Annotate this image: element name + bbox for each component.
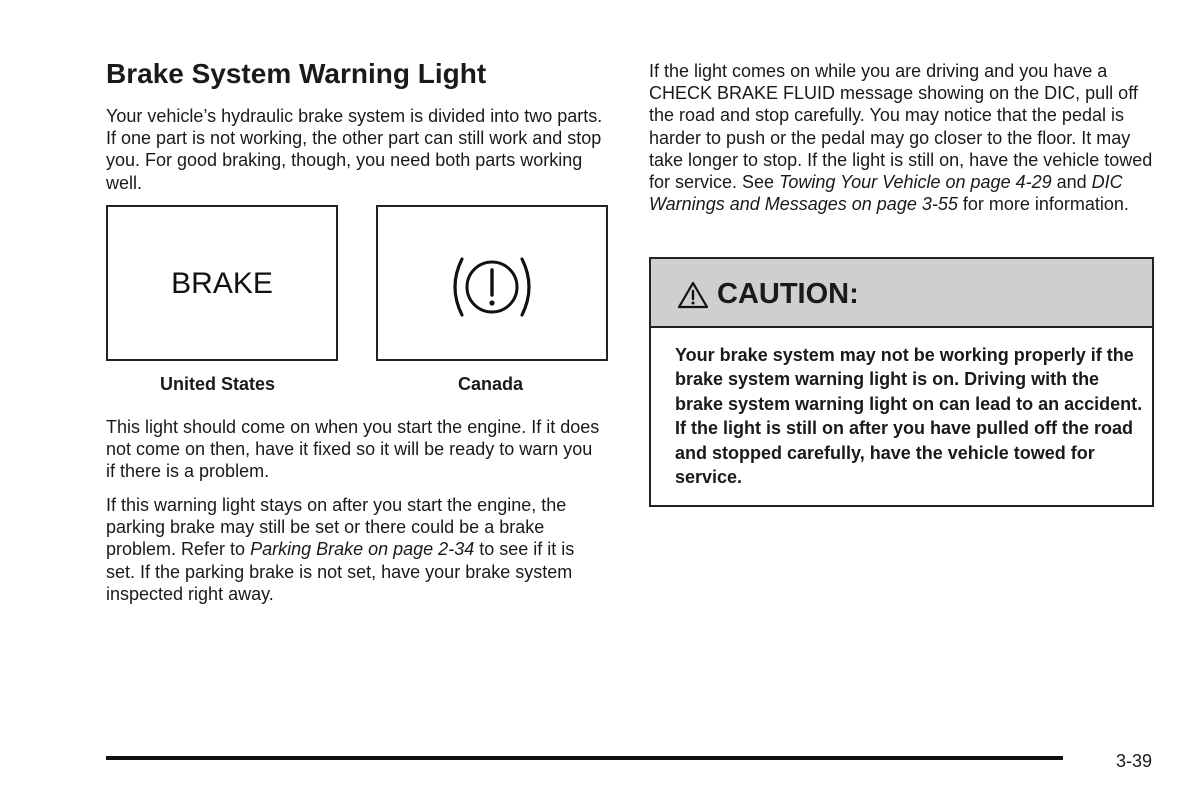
page-number: 3-39 [1116,751,1153,771]
brake-warning-symbol-icon [446,251,538,323]
right-text-after: for more information. [957,194,1129,215]
driving-light-paragraph [649,60,1159,215]
stays-text-after: to see if it is set. If the parking brake is not set, have your brake system inspected right away. [106,539,575,604]
right-text-mid: and [1051,172,1092,193]
start-engine-paragraph: This light should come on when you start the engine. If it does not come on then, have it fixed so it will be ready to warn you if there is a problem. [106,417,600,482]
stays-text-before: If this warning light stays on after you start the engine, the parking brake may still be set or there could be a brake problem. Refer to [106,495,567,560]
light-stays-on-paragraph [106,494,606,605]
us-brake-light-illustration [106,205,338,361]
canada-caption: Canada [458,374,524,394]
caution-title: CAUTION: [717,278,859,310]
right-text-before: If the light comes on while you are driving and you have a CHECK BRAKE FLUID message showing on the DIC, pull off the road and stop carefully. You may notice that the pedal is harder to push or the pedal may go closer to the floor. It may take longer to stop. If the light is still on, have the vehicle towed for service. See [649,61,1153,193]
brake-word: BRAKE [171,267,273,300]
parking-brake-reference: Parking Brake on page 2-34 [250,539,475,560]
caution-header [651,259,1152,328]
intro-paragraph: Your vehicle’s hydraulic brake system is divided into two parts. If one part is not working, the other part can still work and stop you. For good braking, though, you need both parts working well. [106,106,603,193]
towing-reference: Towing Your Vehicle on page 4-29 [779,172,1052,193]
dic-warnings-reference: DIC Warnings and Messages on page 3-55 [649,172,1123,215]
warning-triangle-icon [677,281,709,309]
caution-box [649,257,1154,507]
page-title: Brake System Warning Light [106,58,487,89]
caution-body: Your brake system may not be working properly if the brake system warning light is on. Driving with the brake system warning light on can lead to an accident. If the light is still on after you have pulled off the road and stopped carefully, have the vehicle towed for service. [675,345,1143,488]
footer-rule [106,756,1063,760]
canada-brake-light-illustration [376,205,608,361]
us-caption: United States [160,374,276,394]
